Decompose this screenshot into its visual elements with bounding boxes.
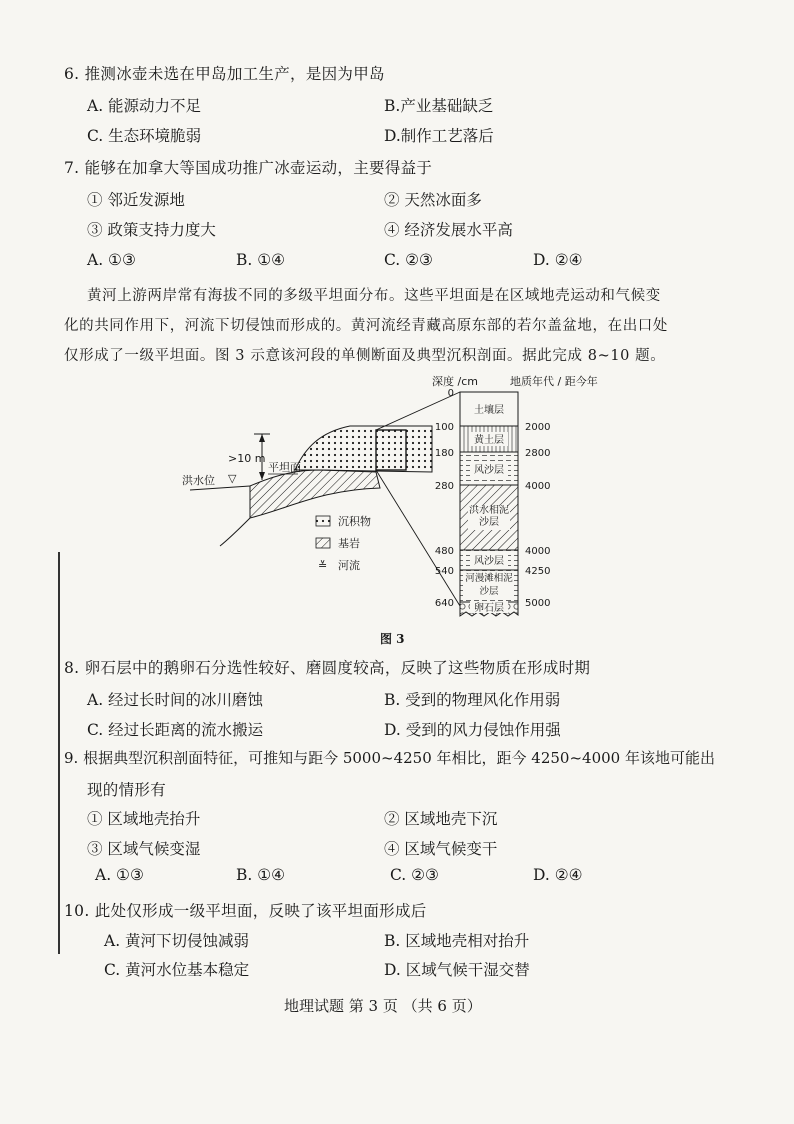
- legend-river-icon: ≚: [318, 559, 328, 572]
- question-9-option-b: B. ①④: [236, 866, 286, 884]
- question-7-option-a: A. ①③: [87, 251, 136, 269]
- question-10-option-b: B. 区域地壳相对抬升: [384, 932, 530, 950]
- question-10-option-a: A. 黄河下切侵蚀减弱: [104, 932, 250, 950]
- legend-bedrock: 基岩: [338, 537, 360, 550]
- passage-line-2: 化的共同作用下，河流下切侵蚀而形成的。黄河流经青藏高原东部的若尔盖盆地，在出口处: [64, 318, 668, 334]
- terrace-label: 平坦面: [268, 461, 301, 474]
- layer-label-4: 洪水相泥沙层: [469, 505, 509, 528]
- question-6-option-a: A. 能源动力不足: [87, 97, 202, 115]
- question-7-item-3: ③ 政策支持力度大: [87, 221, 216, 239]
- question-10-stem: 10. 此处仅形成一级平坦面，反映了该平坦面形成后: [64, 902, 427, 920]
- height-label: >10 m: [228, 452, 266, 465]
- legend-sediment: 沉积物: [338, 515, 371, 528]
- question-9-item-1: ① 区域地壳抬升: [87, 810, 201, 828]
- age-tick-5: 4250: [525, 566, 551, 577]
- age-tick-4: 4000: [525, 546, 551, 557]
- layer-label-2: 黄土层: [474, 435, 504, 446]
- question-10-option-d: D. 区域气候干湿交替: [384, 961, 530, 979]
- depth-tick-0: 0: [447, 388, 454, 399]
- water-symbol: ▽: [228, 472, 237, 485]
- depth-tick-180: 180: [434, 448, 454, 459]
- bedrock: [250, 470, 380, 518]
- age-tick-1: 2000: [525, 422, 551, 433]
- depth-tick-100: 100: [434, 422, 454, 433]
- question-9-option-c: C. ②③: [390, 866, 439, 884]
- question-7-item-2: ② 天然冰面多: [384, 191, 482, 209]
- question-7-option-c: C. ②③: [384, 251, 433, 269]
- question-9-stem-continued: 现的情形有: [87, 781, 167, 799]
- question-7-item-4: ④ 经济发展水平高: [384, 221, 513, 239]
- layer-label-5: 风沙层: [474, 556, 504, 567]
- depth-tick-280: 280: [434, 481, 454, 492]
- question-9-option-d: D. ②④: [533, 866, 583, 884]
- layer-label-1: 土壤层: [474, 405, 504, 416]
- question-6-option-d: D.制作工艺落后: [384, 127, 494, 145]
- figure-3-diagram: [170, 368, 640, 640]
- depth-tick-640: 640: [434, 598, 454, 609]
- margin-line: [58, 552, 60, 954]
- question-8-option-c: C. 经过长距离的流水搬运: [87, 721, 264, 739]
- question-7-option-b: B. ①④: [236, 251, 286, 269]
- age-tick-3: 4000: [525, 481, 551, 492]
- question-7-item-1: ① 邻近发源地: [87, 191, 185, 209]
- question-7-stem: 7. 能够在加拿大等国成功推广冰壶运动，主要得益于: [64, 159, 433, 177]
- age-tick-6: 5000: [525, 598, 551, 609]
- question-9-stem: 9. 根据典型沉积剖面特征，可推知与距今 5000~4250 年相比，距今 4250~4000 年该地可能出: [64, 749, 715, 767]
- age-header: 地质年代 / 距今年: [510, 375, 598, 388]
- flood-label: 洪水位: [182, 474, 215, 487]
- question-8-stem: 8. 卵石层中的鹅卵石分选性较好、磨圆度较高，反映了这些物质在形成时期: [64, 659, 591, 677]
- question-6-option-b: B.产业基础缺乏: [384, 97, 494, 115]
- depth-tick-540: 540: [434, 566, 454, 577]
- question-8-option-d: D. 受到的风力侵蚀作用强: [384, 721, 561, 739]
- passage-line-1: 黄河上游两岸常有海拔不同的多级平坦面分布。这些平坦面是在区域地壳运动和气候变: [87, 288, 661, 304]
- question-9-item-3: ③ 区域气候变湿: [87, 840, 201, 858]
- figure-caption: 图 3: [380, 632, 405, 646]
- question-7-option-d: D. ②④: [533, 251, 583, 269]
- question-8-option-b: B. 受到的物理风化作用弱: [384, 691, 561, 709]
- question-6-stem: 6. 推测冰壶未选在甲岛加工生产，是因为甲岛: [64, 65, 385, 83]
- question-9-item-2: ② 区域地壳下沉: [384, 810, 498, 828]
- question-10-option-c: C. 黄河水位基本稳定: [104, 961, 250, 979]
- question-9-item-4: ④ 区域气候变干: [384, 840, 498, 858]
- question-8-option-a: A. 经过长时间的冰川磨蚀: [87, 691, 264, 709]
- legend-river: 河流: [338, 559, 360, 572]
- depth-header: 深度 /cm: [432, 375, 478, 388]
- layer-label-6: 河漫滩相泥沙层: [465, 573, 513, 597]
- layer-label-7: 卵石层: [474, 603, 504, 614]
- passage-line-3: 仅形成了一级平坦面。图 3 示意该河段的单侧断面及典型沉积剖面。据此完成 8~10 题。: [64, 348, 666, 364]
- sediment: [295, 426, 432, 472]
- age-tick-2: 2800: [525, 448, 551, 459]
- layer-label-3: 风沙层: [474, 465, 504, 476]
- question-9-option-a: A. ①③: [95, 866, 144, 884]
- page-footer: 地理试题 第 3 页 （共 6 页）: [284, 997, 482, 1015]
- question-6-option-c: C. 生态环境脆弱: [87, 127, 202, 145]
- depth-tick-480: 480: [434, 546, 454, 557]
